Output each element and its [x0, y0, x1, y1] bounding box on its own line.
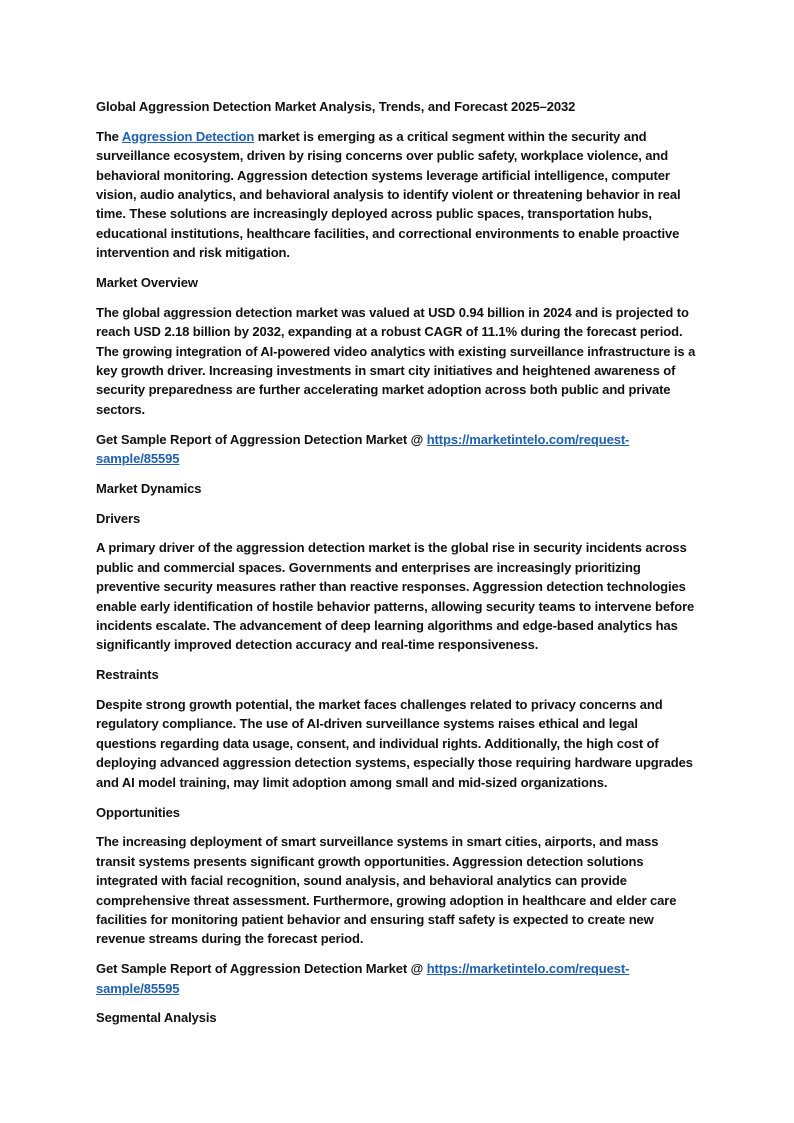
sample-report-link-2[interactable]: https://marketintelo.com/request-sample/85595: [96, 961, 630, 996]
aggression-detection-link[interactable]: Aggression Detection: [121, 128, 255, 144]
sample-report-label-2: Get Sample Report of Aggression Detection Market @: [96, 961, 427, 977]
restraints-paragraph: Despite strong growth potential, the market faces challenges related to privacy concerns and regulatory compliance. The use of AI-driven surveillance systems raises ethical and legal questions regarding data usage, consent, and individual rights. Additionally, the high cost of deploying advanced aggression detection systems, especially those requiring hardware upgrades and AI model training, may limit adoption among small and mid-sized organizations.: [96, 697, 693, 790]
intro-prefix: The: [96, 128, 122, 144]
market-overview-paragraph: The global aggression detection market was valued at USD 0.94 billion in 2024 and is projected to reach USD 2.18 billion by 2032, expanding at a robust CAGR of 11.1% during the forecast period. The growing integration of AI-powered video analytics with existing surveillance infrastructure is a key growth driver. Increasing investments in smart city initiatives and heightened awareness of security preparedness are further accelerating market adoption across both public and private sectors.: [96, 304, 696, 417]
opportunities-heading: Opportunities: [96, 804, 180, 820]
sample-report-label-1: Get Sample Report of Aggression Detection Market @: [96, 431, 427, 447]
document-page: [96, 97, 698, 1038]
market-dynamics-heading: Market Dynamics: [96, 480, 202, 496]
market-overview-heading: Market Overview: [96, 275, 198, 291]
sample-report-line-1: [96, 430, 698, 469]
opportunities-paragraph: The increasing deployment of smart surveillance systems in smart cities, airports, and mass transit systems presents significant growth opportunities. Aggression detection solutions integrated with facial recognition, sound analysis, and behavioral analytics can provide comprehensive threat assessment. Furthermore, growing adoption in healthcare and elder care facilities for monitoring patient behavior and ensuring staff safety is expected to create new revenue streams during the forecast period.: [96, 834, 677, 947]
sample-report-line-2: [96, 959, 698, 998]
restraints-heading: Restraints: [96, 667, 159, 683]
drivers-paragraph: A primary driver of the aggression detection market is the global rise in security incidents across public and commercial spaces. Governments and enterprises are increasingly prioritizing preventive security measures rather than reactive responses. Aggression detection technologies enable early identification of hostile behavior patterns, allowing security teams to intervene before incidents escalate. The advancement of deep learning algorithms and edge-based analytics has significantly improved detection accuracy and real-time responsiveness.: [96, 540, 695, 653]
segmental-analysis-heading: Segmental Analysis: [96, 1010, 217, 1026]
document-title: Global Aggression Detection Market Analysis, Trends, and Forecast 2025–2032: [96, 99, 576, 114]
intro-paragraph: [96, 127, 698, 263]
sample-report-link-1[interactable]: https://marketintelo.com/request-sample/85595: [96, 431, 630, 467]
drivers-heading: Drivers: [96, 510, 141, 526]
intro-suffix: market is emerging as a critical segment within the security and surveillance ecosystem, driven by rising concerns over public safety, workplace violence, and behavioral monitoring. Aggression detection systems leverage artificial intelligence, computer vision, audio analytics, and behavioral analysis to identify violent or threatening behavior in real time. These solutions are increasingly deployed across public spaces, transportation hubs, educational institutions, healthcare facilities, and correctional environments to enable proactive intervention and risk mitigation.: [96, 128, 681, 261]
